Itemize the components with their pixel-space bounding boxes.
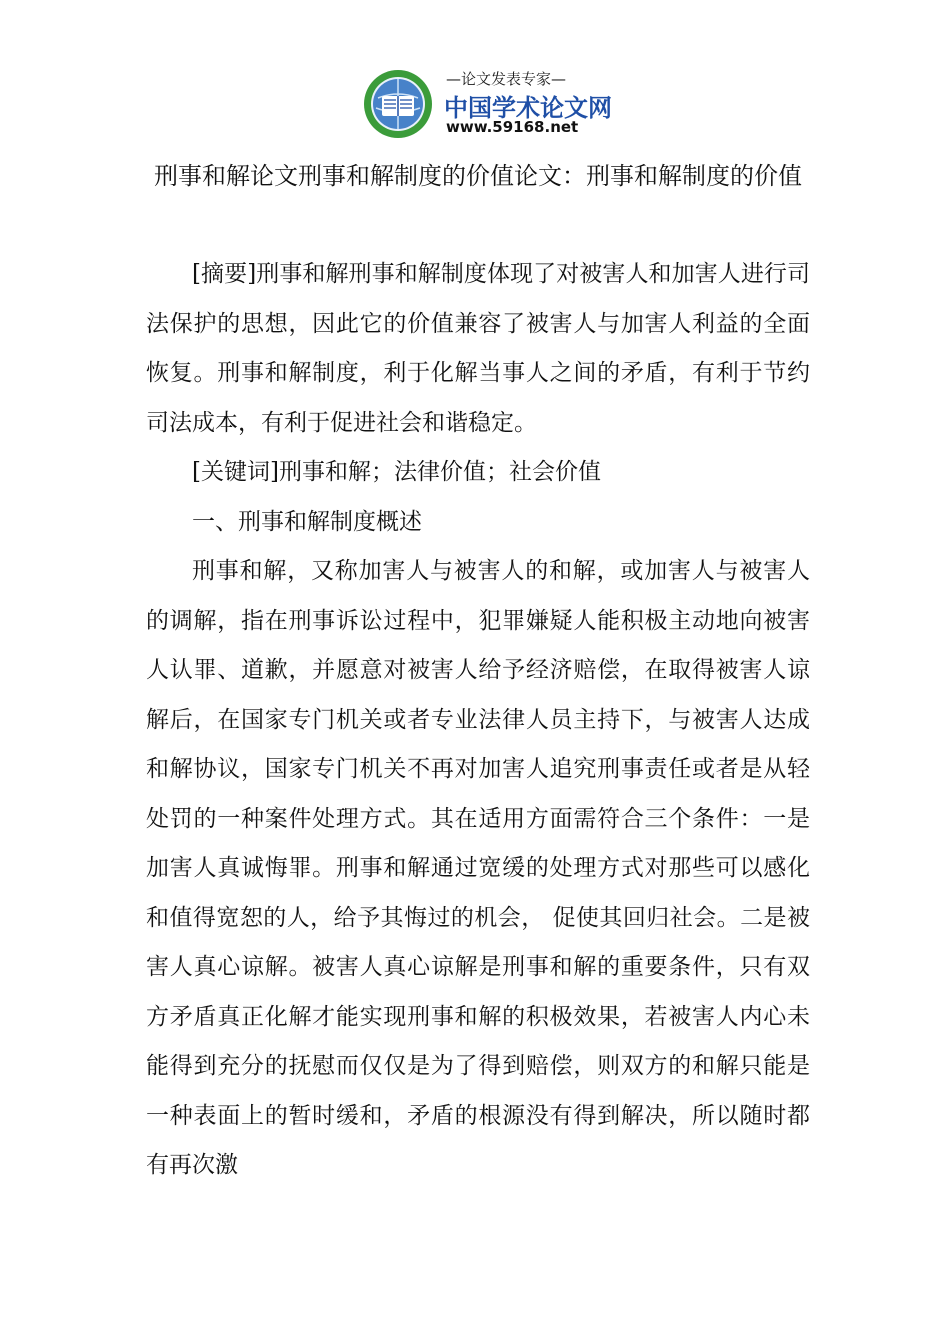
- abstract-paragraph: [摘要]刑事和解刑事和解制度体现了对被害人和加害人进行司法保护的思想，因此它的价值兼容了被害人与加害人利益的全面恢复。刑事和解制度，利于化解当事人之间的矛盾，有利于节约司法成本，有利于促进社会和谐稳定。: [146, 261, 810, 436]
- body-paragraph: 刑事和解，又称加害人与被害人的和解，或加害人与被害人的调解，指在刑事诉讼过程中，犯罪嫌疑人能积极主动地向被害人认罪、道歉，并愿意对被害人给予经济赔偿，在取得被害人谅解后，在国家专门机关或者专业法律人员主持下，与被害人达成和解协议，国家专门机关不再对加害人追究刑事责任或者是从轻处罚的一种案件处理方式。其在适用方面需符合三个条件：一是加害人真诚悔罪。刑事和解通过宽缓的处理方式对那些可以感化和值得宽恕的人，给予其悔过的机会， 促使其回归社会。二是被害人真心谅解。被害人真心谅解是刑事和解的重要条件，只有双方矛盾真正化解才能实现刑事和解的积极效果，若被害人内心未能得到充分的抚慰而仅仅是为了得到赔偿，则双方的和解只能是一种表面上的暂时缓和，矛盾的根源没有得到解决，所以随时都有再次激: [146, 558, 810, 1178]
- logo-site-url: www.59168.net: [446, 118, 579, 136]
- globe-book-emblem-icon: [362, 68, 434, 140]
- document-body: [146, 250, 810, 1191]
- section-heading: 一、刑事和解制度概述: [192, 508, 422, 535]
- keywords-paragraph: [关键词]刑事和解；法律价值；社会价值: [192, 459, 601, 485]
- document-title: 刑事和解论文刑事和解制度的价值论文：刑事和解制度的价值: [154, 162, 802, 190]
- site-logo: [362, 66, 612, 140]
- logo-site-name: 中国学术论文网: [444, 94, 612, 122]
- logo-tagline: —论文发表专家—: [446, 70, 567, 88]
